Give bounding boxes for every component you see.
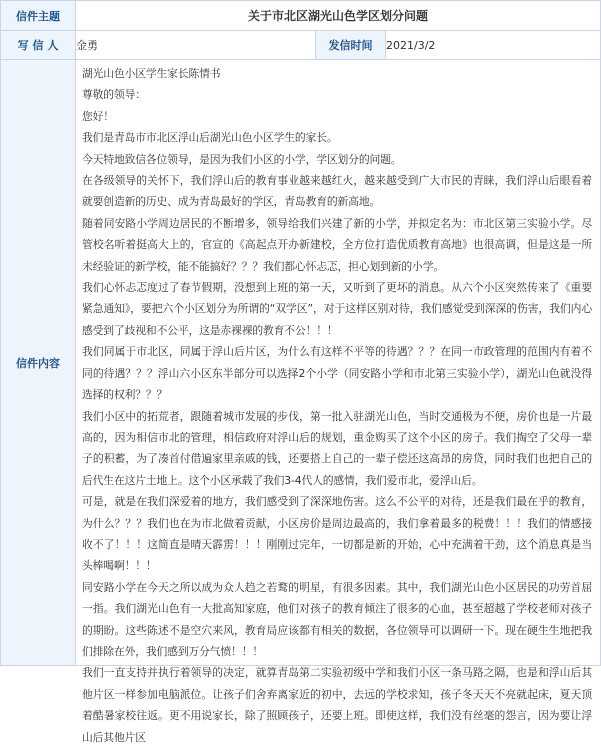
letter-paragraph: 我们同属于市北区，同属于浮山后片区，为什么有这样不平等的待遇？？？在同一市政管理的范围内有着不同的待遇？？？浮山六小区东半部分可以选择2个小学（同安路小学和市北第三实验小学），湖光山色就没得选择的权利？？？ [82, 345, 593, 402]
subject-row [1, 1, 601, 31]
letter-paragraph: 我们是青岛市市北区浮山后湖光山色小区学生的家长。 [82, 131, 338, 145]
letter-body [76, 60, 600, 744]
letter-paragraph: 可是，就是在我们深爱着的地方，我们感受到了深深地伤害。这么不公平的对待，还是我们最在乎的教育，为什么？？？我们也在为市北做着贡献，小区房价是周边最高的，我们拿着最多的税费！！！我们的情感接收不了！！！这简直是晴天霹雳！！！刚刚过完年，一切都是新的开始，心中充满着干劲，这个消息真是当头棒喝啊！！！ [82, 495, 593, 573]
letter-paragraph: 尊敬的领导： [82, 88, 146, 102]
writer-label: 写 信 人 [1, 31, 76, 60]
content-cell [76, 60, 601, 744]
letter-paragraph: 我们小区中的拓荒者，跟随着城市发展的步伐，第一批入驻湖光山色，当时交通极为不便，房价也是一片最高的，因为相信市北的管理，相信政府对浮山后的规划，重金购买了这个小区的房子。我们掏空了父母一辈子的积蓄，为了凑首付借遍家里亲戚的钱，还要搭上自己的一辈子偿还这高昂的房贷，同时我们也把自己的后代生在这片土地上。这个小区承载了我们3-4代人的感情，我们爱市北，爱浮山后。 [82, 409, 593, 487]
subject-value: 关于市北区湖光山色学区划分问题 [76, 1, 601, 31]
letter-paragraph: 我们心怀忐忑度过了春节假期，没想到上班的第一天，又听到了更坏的消息。从六个小区突然传来了《重要紧急通知》，要把六个小区划分为所谓的“双学区”，对于这样区别对待，我们感觉受到深深的伤害，我们内心感受到了歧视和不公平，这是赤裸裸的教育不公！！！ [82, 281, 593, 337]
letter-paragraph: 随着同安路小学周边居民的不断增多，领导给我们兴建了新的小学，并拟定名为：市北区第三实验小学。尽管校名听着挺高大上的，官宣的《高起点开办新建校，全方位打造优质教育高地》也很高调，但是这是一所未经验证的新学校，能不能搞好？？？我们都心怀忐忑，担心划到新的小学。 [82, 216, 593, 273]
letter-paragraph: 在各级领导的关怀下，我们浮山后的教育事业越来越红火，越来越受到广大市民的青睐，我们浮山后眼看着就要创造新的历史、成为青岛最好的学区，青岛教育的新高地。 [82, 174, 593, 209]
writer-row [1, 31, 601, 60]
content-label: 信件内容 [1, 60, 76, 666]
date-value: 2021/3/2 [386, 31, 601, 60]
writer-value: 金勇 [76, 31, 316, 60]
letter-paragraph: 湖光山色小区学生家长陈情书 [82, 67, 221, 80]
letter-paragraph: 今天特地致信各位领导，是因为我们小区的小学，学区划分的问题。 [82, 152, 402, 166]
date-label: 发信时间 [316, 31, 386, 60]
letter-paragraph: 您好！ [82, 109, 114, 123]
letter-paragraph: 同安路小学在今天之所以成为众人趋之若鹜的明星，有很多因素。其中，我们湖光山色小区居民的功劳首屈一指。我们湖光山色有一大批高知家庭，他们对孩子的教育倾注了很多的心血，甚至超越了学校老师对孩子的期盼。这些陈述不是空穴来风，教育局应该都有相关的数据，各位领导可以调研一下。现在硬生生地把我们排除在外，我们感到万分气愤！！！ [82, 580, 593, 658]
subject-label: 信件主题 [1, 1, 76, 31]
content-row [1, 60, 601, 666]
letter-paragraph: 我们一直支持并执行着领导的决定，就算青岛第二实验初级中学和我们小区一条马路之隔，也是和浮山后其他片区一样参加电脑派位。让孩子们舍弃离家近的初中，去远的学校求知，孩子冬天天不亮就起床，夏天顶着酷暑家校往返。更不用说家长，除了照顾孩子，还要上班。即使这样，我们没有丝毫的怨言，因为要让浮山后其他片区 [82, 666, 593, 744]
